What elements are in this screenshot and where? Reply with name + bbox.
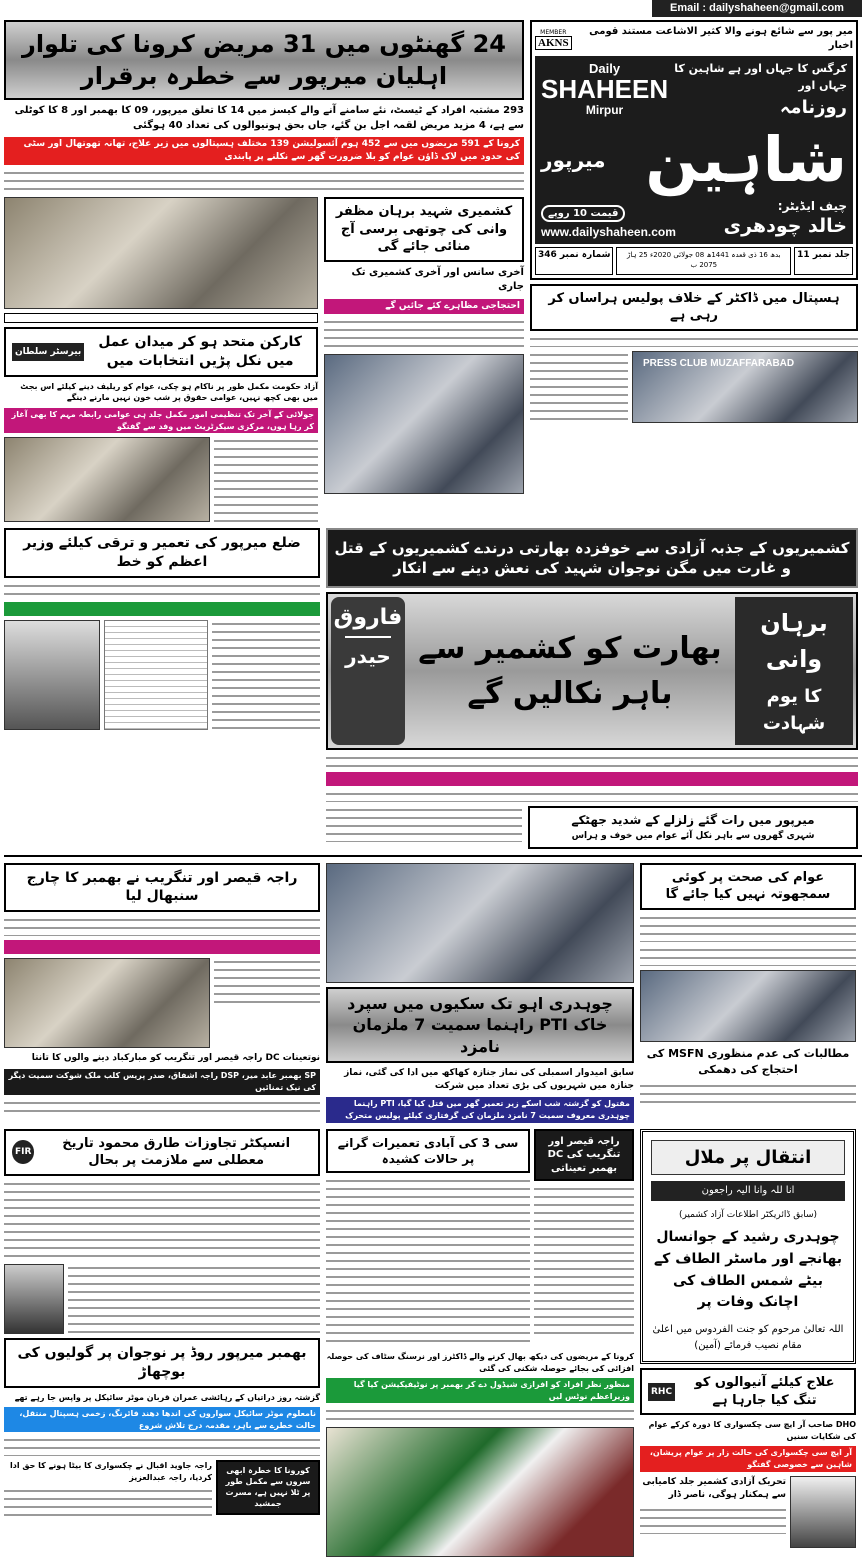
fir-badge: FIR [12, 1140, 34, 1164]
raja-javed-headline: راجہ جاوید اقبال نے چکسواری کا بیٹا ہونے کا حق ادا کردیا، راجہ عبدالعزیز [10, 1461, 212, 1482]
pti-headline [4, 327, 318, 377]
c3-headline: سی 3 کی آبادی تعمیرات گرانے پر حالات کشیدہ [326, 1129, 530, 1173]
akns-logo: AKNS [535, 36, 572, 50]
earthquake-headline [528, 806, 858, 848]
group-photo [4, 197, 318, 309]
portrait-photo [4, 620, 100, 730]
big-story-bar [326, 772, 858, 786]
burhan-wani-name: برہان وانی [760, 609, 828, 674]
reporter-portrait [790, 1476, 856, 1548]
lead-body-text [4, 169, 524, 193]
big-story-body-text [326, 754, 858, 768]
issue-number: شمارہ نمبر 346 [535, 247, 613, 275]
firing-subheadline: گزشتہ روز دراتیاں کے رہائشی عمران قربان موٹر سائیکل پر واپس جا رہے تھے [14, 1392, 320, 1402]
rhc-headline-text: علاج کیلئے آنیوالوں کو تنگ کیا جارہا ہے [694, 1375, 835, 1408]
condolence-body: چوہدری رشید کے جوانسال بھانجے اور ماسٹر الطاف کے بیٹے شمس الطاف کی اچانک وفات پر [653, 1229, 843, 1311]
press-club-label: PRESS CLUB MUZAFFARABAD [643, 357, 795, 369]
hospital-body-text-2 [530, 351, 628, 423]
logo-mirpur: Mirpur [585, 103, 624, 118]
farooq-name: فاروق [333, 605, 403, 631]
flags-meeting-photo [326, 1427, 634, 1557]
farooq-haider-box [331, 597, 405, 745]
rhc-red-bar: آر ایچ سی چکسواری کی حالت زار پر عوام پریشان، شاہین سے خصوصی گفتگو [640, 1446, 856, 1471]
price-badge: قیمت 10 روپے [541, 205, 625, 222]
public-health-body-text [640, 914, 856, 942]
slogan: کرگس کا جہاں اور ہے شاہین کا جہاں اور [674, 62, 847, 92]
office-photo [326, 863, 634, 983]
volume-number: جلد نمبر 11 [794, 247, 853, 275]
zila-body-text [4, 582, 320, 598]
dc-congrats-headline: نوتعینات DC راجہ قیصر اور تنگریب کو مبارکباد دینے والوں کا تانتا [31, 1053, 320, 1064]
title-urdu: شاہین [645, 123, 847, 196]
condolence-source: (سابق ڈائریکٹر اطلاعات آزاد کشمیر) [678, 1209, 818, 1220]
murder-headline: چوہدری اہو تک سکیوں میں سپرد خاک PTI راہنما سمیت 7 ملزمان نامزد [326, 987, 634, 1064]
pti-body-text [214, 437, 318, 522]
hospital-body-text [530, 335, 858, 347]
burhan-pink-bar: احتجاجی مظاہرے کئے جائیں گے [324, 299, 524, 314]
fir-headline-text: انسپکٹر تجاوزات طارق محمود تاریخ معطلی سے ملازمت پر بحال [62, 1135, 291, 1169]
logo-daily: Daily [589, 61, 621, 76]
photo-caption [4, 313, 318, 323]
c3-body-text [326, 1177, 530, 1347]
big-main-headline: بھارت کو کشمیر سے باہر نکالیں گے [418, 631, 722, 712]
tagline: میر پور سے شائع ہونے والا کثیر الاشاعت مستند قومی اخبار [589, 26, 853, 51]
earthquake-title: میرپور میں رات گئے زلزلے کے شدید جھٹکے [571, 813, 815, 828]
logo-box [535, 56, 853, 244]
officials-photo [324, 354, 524, 494]
dc-meeting-photo [4, 958, 210, 1048]
mirpur-urdu: میرپور [541, 147, 606, 172]
nasir-dar-headline: تحریک آزادی کشمیر جلد کامیابی سے ہمکنار ہوگی، ناصر ڈار [642, 1476, 786, 1500]
big-story-body-text-2 [326, 790, 858, 802]
msfn-body-text [640, 1082, 856, 1104]
condolence-ad [640, 1129, 856, 1365]
raja-qaiser-body-text [4, 916, 320, 936]
earthquake-sub: شہری گھروں سے باہر نکل آئے عوام میں خوف و ہراس [571, 831, 815, 842]
lead-subheadline: 293 مشتبہ افراد کے ٹیسٹ، نئے سامنے آنے والے کیسز میں 14 کا تعلق میرپور، 09 کا بھمبر اور 8 کا کوٹلی سے ہے، 4 مزید مریض لقمہ اجل بن گئے، جاں بحق ہونیوالوں کی تعداد 40 ہوگئی [14, 105, 524, 131]
pti-pink-bar: جولائی کے آخر تک تنظیمی امور مکمل جلد ہی عوامی رابطہ مہم کا بھی آغاز کر رہا ہوں، مرکزی سیکرٹریٹ میں وفد سے گفتگو [4, 408, 318, 433]
meeting-photo [4, 437, 210, 522]
dc-posting-box: راجہ قیصر اور تنگریب کی DC بھمبر تعیناتی [534, 1129, 634, 1182]
raja-qaiser-bar [4, 940, 320, 954]
section-divider [4, 855, 862, 857]
lead-headline: 24 گھنٹوں میں 31 مریض کرونا کی تلوار اہلیان میرپور سے خطرہ برقرار [4, 20, 524, 100]
burhan-wani-box [735, 597, 853, 745]
rhc-badge: RHC [648, 1383, 675, 1401]
condolence-verse: انا للہ وانا الیہ راجعون [651, 1181, 845, 1201]
zila-headline: ضلع میرپور کی تعمیر و ترقی کیلئے وزیر اعظم کو خط [4, 528, 320, 578]
dc-congrats-bar: SP بھمبر عابد میر، DSP راجہ اشفاق، صدر پریس کلب ملک شوکت سمیت دیگر کی نیک تمنائیں [4, 1069, 320, 1094]
member-label: MEMBER [540, 28, 567, 36]
condolence-title: انتقال پر ملال [651, 1140, 845, 1175]
pti-subheadline: آزاد حکومت مکمل طور پر ناکام ہو چکی، عوام کو ریلیف دینے کیلئے اس بجٹ میں بھی کچھ نہیں، عوامی حقوق پر شب خون نہیں مارنے دینگے [20, 381, 318, 403]
burhan-barsi-headline: کشمیری شہید برہان مظفر وانی کی چوتھی برسی آج منائی جائے گی [324, 197, 524, 262]
nasir-dar-body-text [640, 1506, 786, 1534]
murder-subheadline: سابق امیدوار اسمبلی کی نماز جنازہ کھاکھ میں ادا کی گئی، نماز جنازہ میں شہریوں کی بڑی تعداد میں شرکت [344, 1068, 634, 1092]
logo-shaheen: SHAHEEN [541, 74, 669, 104]
editor-name: خالد چودھری [723, 214, 847, 237]
document-image [104, 620, 208, 730]
firing-blue-bar: نامعلوم موٹر سائیکل سواروں کی اندھا دھند فائرنگ، زخمی ہسپتال منتقل، حالت خطرے سے باہر، مقدمہ درج تلاش شروع [4, 1407, 320, 1432]
corona-box: کورونا کا خطرہ ابھی سروں سے مکمل طور پر ٹلا نہیں ہے، مسرت جمشید [216, 1460, 320, 1515]
barrister-sultan-badge: بیرسٹر سلطان [12, 343, 84, 361]
masthead [530, 20, 858, 280]
public-health-body-text-2 [640, 946, 856, 966]
dc-posting-body-text [534, 1185, 634, 1335]
doctors-subheadline: کرونا کے مریضوں کی دیکھ بھال کرنے والے ڈاکٹرز اور نرسنگ سٹاف کی حوصلہ افزائی کی بجائے حوصلہ شکنی کی گئی [326, 1352, 634, 1373]
official-portrait [4, 1264, 64, 1334]
firing-body-text [4, 1436, 320, 1456]
murder-blue-bar: مقتول کو گزشتہ شب اسکے زیر تعمیر گھر میں قتل کیا گیا، PTI راہنما چوہدری معروف سمیت 7 نامزد ملزمان کی گرفتاری کیلئے پولیس متحرک [326, 1097, 634, 1122]
issue-date: بدھ 16 ذی قعدہ 1441ھ 08 جولائی 2020ء 25 ہاڑ 2075 ب [616, 247, 791, 275]
hospital-headline: ہسپتال میں ڈاکٹر کے خلاف پولیس ہراساں کر رہی ہے [530, 284, 858, 331]
condolence-prayer: اللہ تعالیٰ مرحوم کو جنت الفردوس میں اعلیٰ مقام نصیب فرمائے (آمین) [652, 1324, 844, 1351]
raja-javed-body-text [4, 1487, 212, 1521]
email-bar: Email : dailyshaheen@gmail.com [652, 0, 862, 17]
burhan-body-text [324, 318, 524, 350]
pti-headline-text: کارکن متحد ہو کر میدان عمل میں نکل پڑیں انتخابات میں [98, 334, 302, 369]
roznama: روزنامہ [779, 97, 847, 118]
raja-qaiser-body-text-2 [214, 958, 320, 1003]
dc-congrats-body-text [4, 1099, 320, 1113]
zila-green-bar [4, 602, 320, 616]
big-headline-block [326, 592, 858, 750]
burhan-subheadline: آخری سانس اور آخری کشمیری تک جاری [351, 266, 524, 293]
kashmir-black-banner: کشمیریوں کے جذبہ آزادی سے خوفزدہ بھارتی درندے کشمیریوں کے قتل و غارت میں مگن نوجوان شہید کی نعش دینے سے انکار [326, 528, 858, 588]
fir-headline [4, 1129, 320, 1176]
public-health-headline: عوام کی صحت پر کوئی سمجھوتہ نہیں کیا جائے گا [640, 863, 856, 910]
lead-red-bar: کرونا کے 591 مریضوں میں سے 452 ہوم آئسولیشن 139 مختلف ہسپتالوں میں زیر علاج، تھانہ تھوتھال اور سٹی کی حدود میں لاک ڈاؤن عوام کو بلا ضرورت گھر سے نکلنے پر پابندی [4, 137, 524, 165]
msfn-headline: مطالبات کی عدم منظوری MSFN کی احتجاج کی دھمکی [646, 1046, 850, 1076]
center-body-text [326, 806, 522, 842]
haider-name: حیدر [345, 644, 391, 669]
fir-body-text [4, 1180, 320, 1260]
editor-label: چیف ایڈیٹر: [777, 198, 847, 213]
msfn-meeting-photo [640, 970, 856, 1042]
dho-headline: DHO صاحب آر ایچ سی چکسواری کا دورہ کرکے عوام کی شکایات سنیں [648, 1420, 856, 1441]
youm-e-shahadat: کا یوم شہادت [762, 686, 826, 735]
zila-body-text-2 [212, 620, 320, 730]
rhc-headline [640, 1368, 856, 1415]
fir-body-text-2 [68, 1264, 320, 1334]
raja-qaiser-headline: راجہ قیصر اور تنگریب نے بھمبر کا چارج سنبھال لیا [4, 863, 320, 913]
website-link[interactable]: www.dailyshaheen.com [541, 225, 676, 240]
firing-headline: بھمبر میرپور روڈ پر نوجوان پر گولیوں کی بوچھاڑ [4, 1338, 320, 1388]
press-club-photo [632, 351, 858, 423]
doctors-green-bar: منظور نظر افراد کو افرازی شیڈول دے کر بھمبر پر نوٹیفیکیشن کیا گیا وزیراعظم نوٹس لیں [326, 1378, 634, 1403]
